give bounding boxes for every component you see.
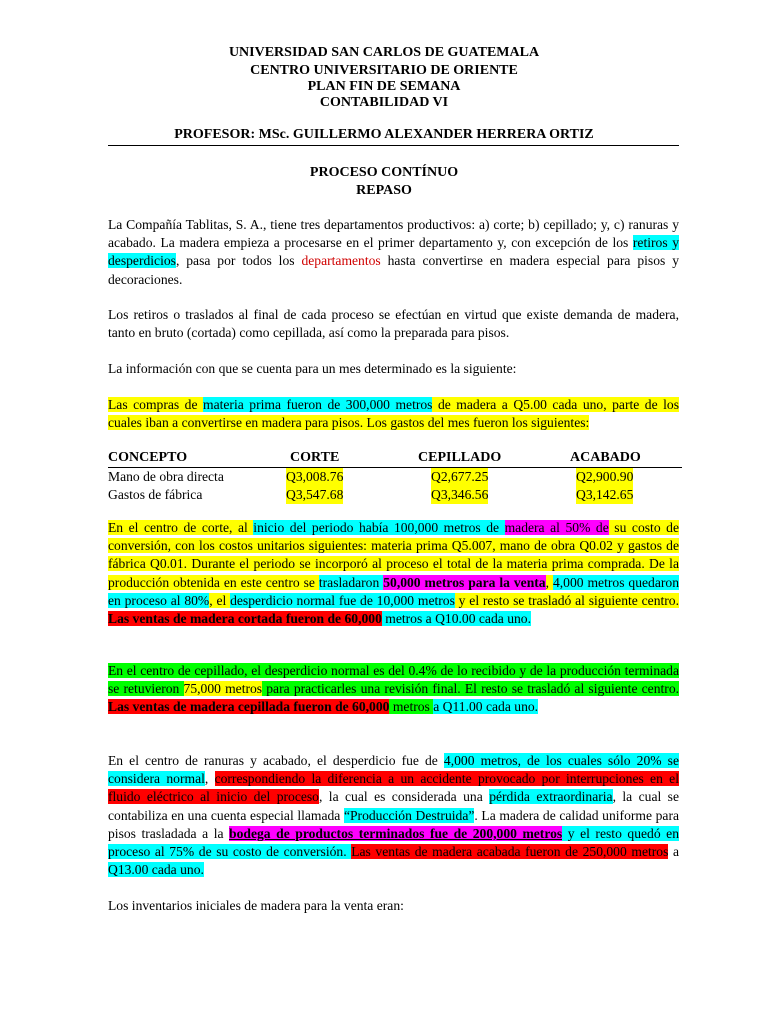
paragraph-intro: La Compañía Tablitas, S. A., tiene tres departamentos productivos: a) corte; b) cepillado; y, c) ranuras y acabado. La madera empieza a procesarse en el primer departamento y, con excepción de los retiros y desperdicios, pasa por todos los departamentos hasta convertirse en madera especial para pisos y decoraciones. [108, 217, 679, 287]
table-row: Gastos de fábrica Q3,547.68 Q3,346.56 Q3,142.65 [108, 487, 634, 502]
paragraph-initial-inventory: Los inventarios iniciales de madera para la venta eran: [108, 898, 404, 913]
table-row: Mano de obra directa Q3,008.76 Q2,677.25 Q2,900.90 [108, 469, 634, 484]
header-corte: CORTE [290, 450, 340, 465]
header-acabado: ACABADO [570, 450, 641, 465]
table-header-row [108, 449, 682, 468]
header-concepto: CONCEPTO [108, 450, 188, 465]
header-cepillado: CEPILLADO [418, 450, 502, 465]
university-name: UNIVERSIDAD SAN CARLOS DE GUATEMALA [228, 45, 540, 60]
paragraph-cepillado: En el centro de cepillado, el desperdicio normal es del 0.4% de lo recibido y de la producción terminada se retuvieron 75,000 metros para practicarles una revisión final. El resto se trasladó al siguiente centro. Las ventas de madera cepillada fueron de 60,000 metros a Q11.00 cada uno. [108, 663, 680, 715]
paragraph-corte: En el centro de corte, al inicio del periodo había 100,000 metros de madera al 50% de su costo de conversión, con los costos unitarios siguientes: materia prima Q5.007, mano de obra Q0.02 y gastos de fábrica Q0.01. Durante el periodo se incorporó al proceso el total de la materia prima comprada. De la producción obtenida en este centro se trasladaron 50,000 metros para la venta, 4,000 metros quedaron en proceso al 80%, el desperdicio normal fue de 10,000 metros y el resto se trasladó al siguiente centro. Las ventas de madera cortada fueron de 60,000 metros a Q10.00 cada uno. [108, 520, 679, 627]
doc-subtitle: REPASO [356, 183, 412, 198]
center-name: CENTRO UNIVERSITARIO DE ORIENTE [250, 63, 518, 78]
paragraph-purchases: Las compras de materia prima fueron de 300,000 metros de madera a Q5.00 cada uno, parte de los cuales iban a convertirse en madera para pisos. Los gastos del mes fueron los siguientes: [108, 397, 679, 431]
professor-name: PROFESOR: MSc. GUILLERMO ALEXANDER HERRERA ORTIZ [174, 127, 594, 142]
costs-table [108, 449, 682, 504]
paragraph-info: La información con que se cuenta para un mes determinado es la siguiente: [108, 361, 517, 376]
plan-name: PLAN FIN DE SEMANA [307, 79, 461, 94]
paragraph-withdrawals: Los retiros o traslados al final de cada proceso se efectúan en virtud que existe demanda de madera, tanto en bruto (cortada) como cepillada, así como la preparada para pisos. [108, 307, 679, 341]
paragraph-acabado: En el centro de ranuras y acabado, el desperdicio fue de 4,000 metros, de los cuales sólo 20% se considera normal, correspondiendo la diferencia a un accidente provocado por interrupciones en el fluido eléctrico al inicio del proceso, la cual es considerada una pérdida extraordinaria, la cual se contabiliza en una cuenta especial llamada “Producción Destruida”. La madera de calidad uniforme para pisos trasladada a la bodega de productos terminados fue de 200,000 metros y el resto quedó en proceso al 75% de su costo de conversión. Las ventas de madera acabada fueron de 250,000 metros a Q13.00 cada uno. [108, 753, 680, 878]
highlight: retiros y desperdicios [108, 235, 679, 269]
header-divider [108, 145, 679, 146]
course-name: CONTABILIDAD VI [319, 95, 449, 110]
doc-title: PROCESO CONTÍNUO [309, 165, 459, 180]
red-text: departamentos [301, 253, 381, 269]
